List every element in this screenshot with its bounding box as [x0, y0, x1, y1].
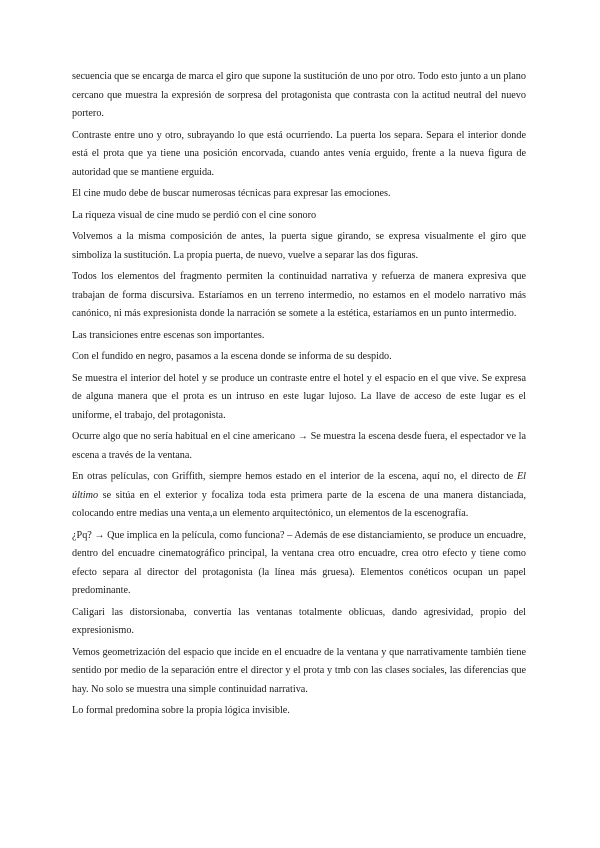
paragraph-4: La riqueza visual de cine mudo se perdió con el cine sonoro	[72, 209, 317, 221]
paragraph-10: Ocurre algo que no sería habitual en el cine americano → Se muestra la escena desde fuera, el espectador ve la escena a través de la ventana.	[72, 431, 526, 461]
paragraph-2: Contraste entre uno y otro, subrayando lo que está ocurriendo. La puerta los separa. Separa el interior donde está el prota que ya tiene una posición encorvada, cuando antes venía erguido, frente a la nueva figura de autoridad que se mantiene erguida.	[72, 129, 526, 178]
film-title: El último	[72, 471, 526, 501]
paragraph-12: ¿Pq? → Que implica en la película, como funciona? – Además de ese distanciamiento, se produce un encuadre, dentro del encuadre cinematográfico principal, la ventana crea otro encuadre, crea otro efecto y tiene como efecto separa al director del protagonista (la línea más gruesa). Elementos conéticos ocupan un papel predominante.	[72, 529, 526, 596]
paragraph-1: secuencia que se encarga de marca el giro que supone la sustitución de uno por otro. Todo esto junto a un plano cercano que muestra la expresión de sorpresa del protagonista que contrasta con la actitud neutral del nuevo portero.	[72, 71, 526, 119]
paragraph-11-after: se sitúa en el exterior y focaliza toda esta primera parte de la escena de una manera distanciada, colocando entre medias una venta,a un elemento arquitectónico, un elementos de la escenografía.	[72, 489, 526, 519]
paragraph-9: Se muestra el interior del hotel y se produce un contraste entre el hotel y el espacio en el que vive. Se expresa de alguna manera que el prota es un intruso en este lugar lujoso. La llave de acceso de este lugar es el uniforme, el trabajo, del protagonista.	[72, 372, 526, 421]
paragraph-15: Lo formal predomina sobre la propia lógica invisible.	[72, 705, 290, 716]
paragraph-6: Todos los elementos del fragmento permiten la continuidad narrativa y refuerza de manera expresiva que trabajan de forma discursiva. Estaríamos en un terreno intermedio, no estamos en el modelo narrativo más canónico, ni más expresionista donde la narración se somete a la estética, estaríamos en un punto intermedio.	[72, 271, 526, 319]
paragraph-13: Caligari las distorsionaba, convertía las ventanas totalmente oblicuas, dando agresividad, propio del expresionismo.	[72, 606, 526, 636]
paragraph-3: El cine mudo debe de buscar numerosas técnicas para expresar las emociones.	[72, 188, 391, 199]
paragraph-5: Volvemos a la misma composición de antes, la puerta sigue girando, se expresa visualmente el giro que simboliza la sustitución. La propia puerta, de nuevo, vuelve a separar las dos figuras.	[72, 231, 526, 261]
paragraph-14: Vemos geometrización del espacio que incide en el encuadre de la ventana y que narrativamente también tiene sentido por medio de la separación entre el director y el prota y tmb con las clases sociales, las diferencias que hay. No solo se muestra una simple continuidad narrativa.	[72, 646, 526, 695]
paragraph-11-before: En otras películas, con Griffith, siempre hemos estado en el interior de la escena, aquí no, el directo de	[72, 471, 517, 482]
paragraph-8: Con el fundido en negro, pasamos a la escena donde se informa de su despido.	[72, 351, 392, 362]
paragraph-11	[72, 468, 526, 524]
paragraph-7: Las transiciones entre escenas son importantes.	[72, 329, 265, 341]
